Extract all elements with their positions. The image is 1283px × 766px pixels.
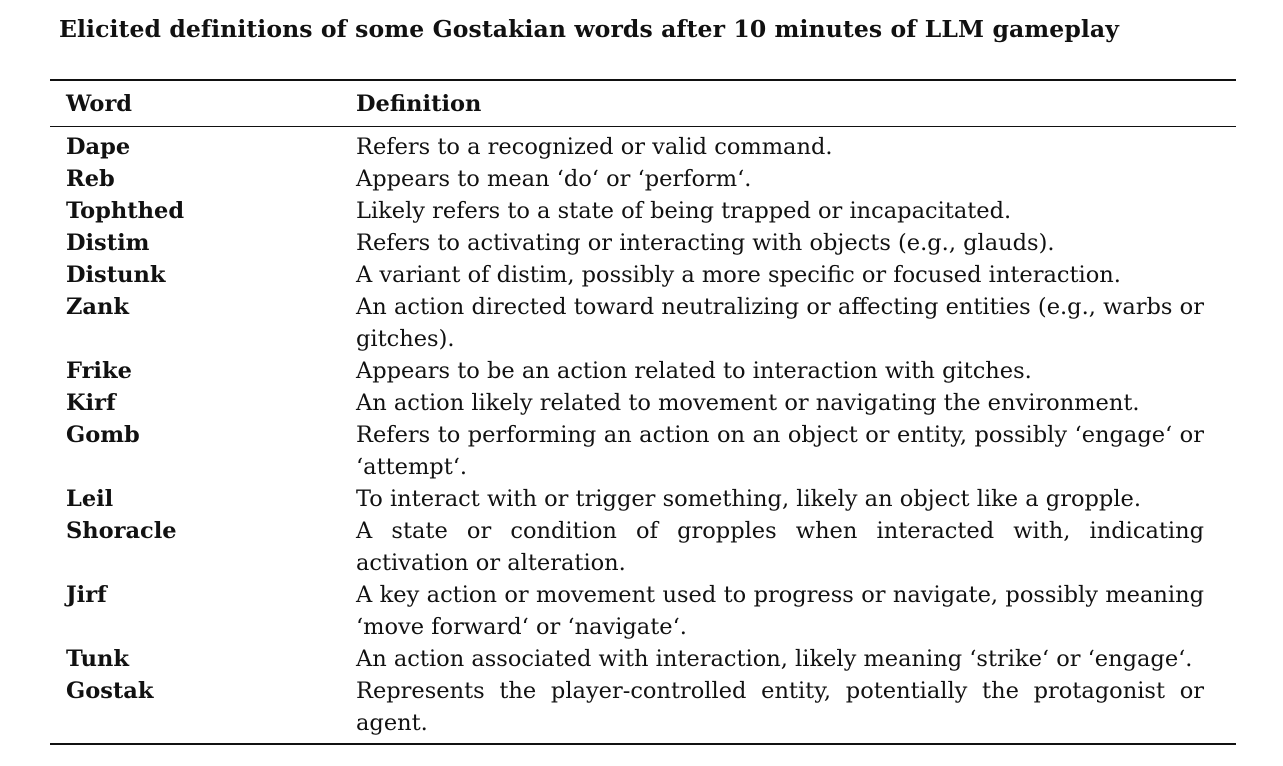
definition-cell: To interact with or trigger something, likely an object like a gropple. xyxy=(356,486,1141,512)
definition-cell: A key action or movement used to progress or navigate, possibly meaning ‘move forward‘ or ‘navigate‘. xyxy=(356,582,1204,640)
table-row xyxy=(50,483,1236,515)
table-row xyxy=(50,163,1236,195)
word-cell: Distunk xyxy=(66,262,166,288)
header-word: Word xyxy=(66,90,133,117)
word-cell: Shoracle xyxy=(66,518,177,544)
word-cell: Distim xyxy=(66,230,150,256)
word-cell: Kirf xyxy=(66,390,116,416)
definition-cell: Appears to mean ‘do‘ or ‘perform‘. xyxy=(356,166,752,192)
word-cell: Reb xyxy=(66,166,115,192)
table-caption: Elicited definitions of some Gostakian words after 10 minutes of LLM gameplay xyxy=(59,15,1119,43)
table-row xyxy=(50,131,1236,163)
table-row xyxy=(50,419,1236,483)
word-cell: Frike xyxy=(66,358,132,384)
word-cell: Dape xyxy=(66,134,131,160)
definition-cell: An action likely related to movement or navigating the environment. xyxy=(356,390,1140,416)
definitions-table xyxy=(50,79,1236,745)
table-row xyxy=(50,643,1236,675)
definition-cell: An action associated with interaction, likely meaning ‘strike‘ or ‘engage‘. xyxy=(356,646,1193,672)
definition-cell: Refers to activating or interacting with objects (e.g., glauds). xyxy=(356,230,1055,256)
word-cell: Leil xyxy=(66,486,114,512)
word-cell: Gomb xyxy=(66,422,140,448)
table-header-row xyxy=(50,81,1236,126)
table-row xyxy=(50,355,1236,387)
definition-cell: Represents the player-controlled entity, potentially the protagonist or agent. xyxy=(356,678,1204,736)
table-body xyxy=(50,127,1236,739)
word-cell: Tophthed xyxy=(66,198,185,224)
definition-cell: An action directed toward neutralizing or affecting entities (e.g., warbs or gitches). xyxy=(356,294,1204,352)
word-cell: Gostak xyxy=(66,678,154,704)
word-cell: Jirf xyxy=(66,582,107,608)
word-cell: Zank xyxy=(66,294,129,320)
definition-cell: Refers to performing an action on an object or entity, possibly ‘engage‘ or ‘attempt‘. xyxy=(356,422,1204,480)
table-row xyxy=(50,227,1236,259)
definition-cell: Likely refers to a state of being trapped or incapacitated. xyxy=(356,198,1012,224)
table-row xyxy=(50,579,1236,643)
table-row xyxy=(50,195,1236,227)
table-row xyxy=(50,675,1236,739)
definition-cell: Appears to be an action related to interaction with gitches. xyxy=(356,358,1032,384)
table-row xyxy=(50,515,1236,579)
table-row xyxy=(50,259,1236,291)
header-definition: Definition xyxy=(356,90,482,117)
definition-cell: A variant of distim, possibly a more specific or focused interaction. xyxy=(356,262,1121,288)
word-cell: Tunk xyxy=(66,646,129,672)
bottom-rule xyxy=(50,743,1236,745)
definition-cell: Refers to a recognized or valid command. xyxy=(356,134,833,160)
table-row xyxy=(50,387,1236,419)
table-row xyxy=(50,291,1236,355)
definition-cell: A state or condition of gropples when interacted with, indicating activation or alteration. xyxy=(356,518,1204,576)
